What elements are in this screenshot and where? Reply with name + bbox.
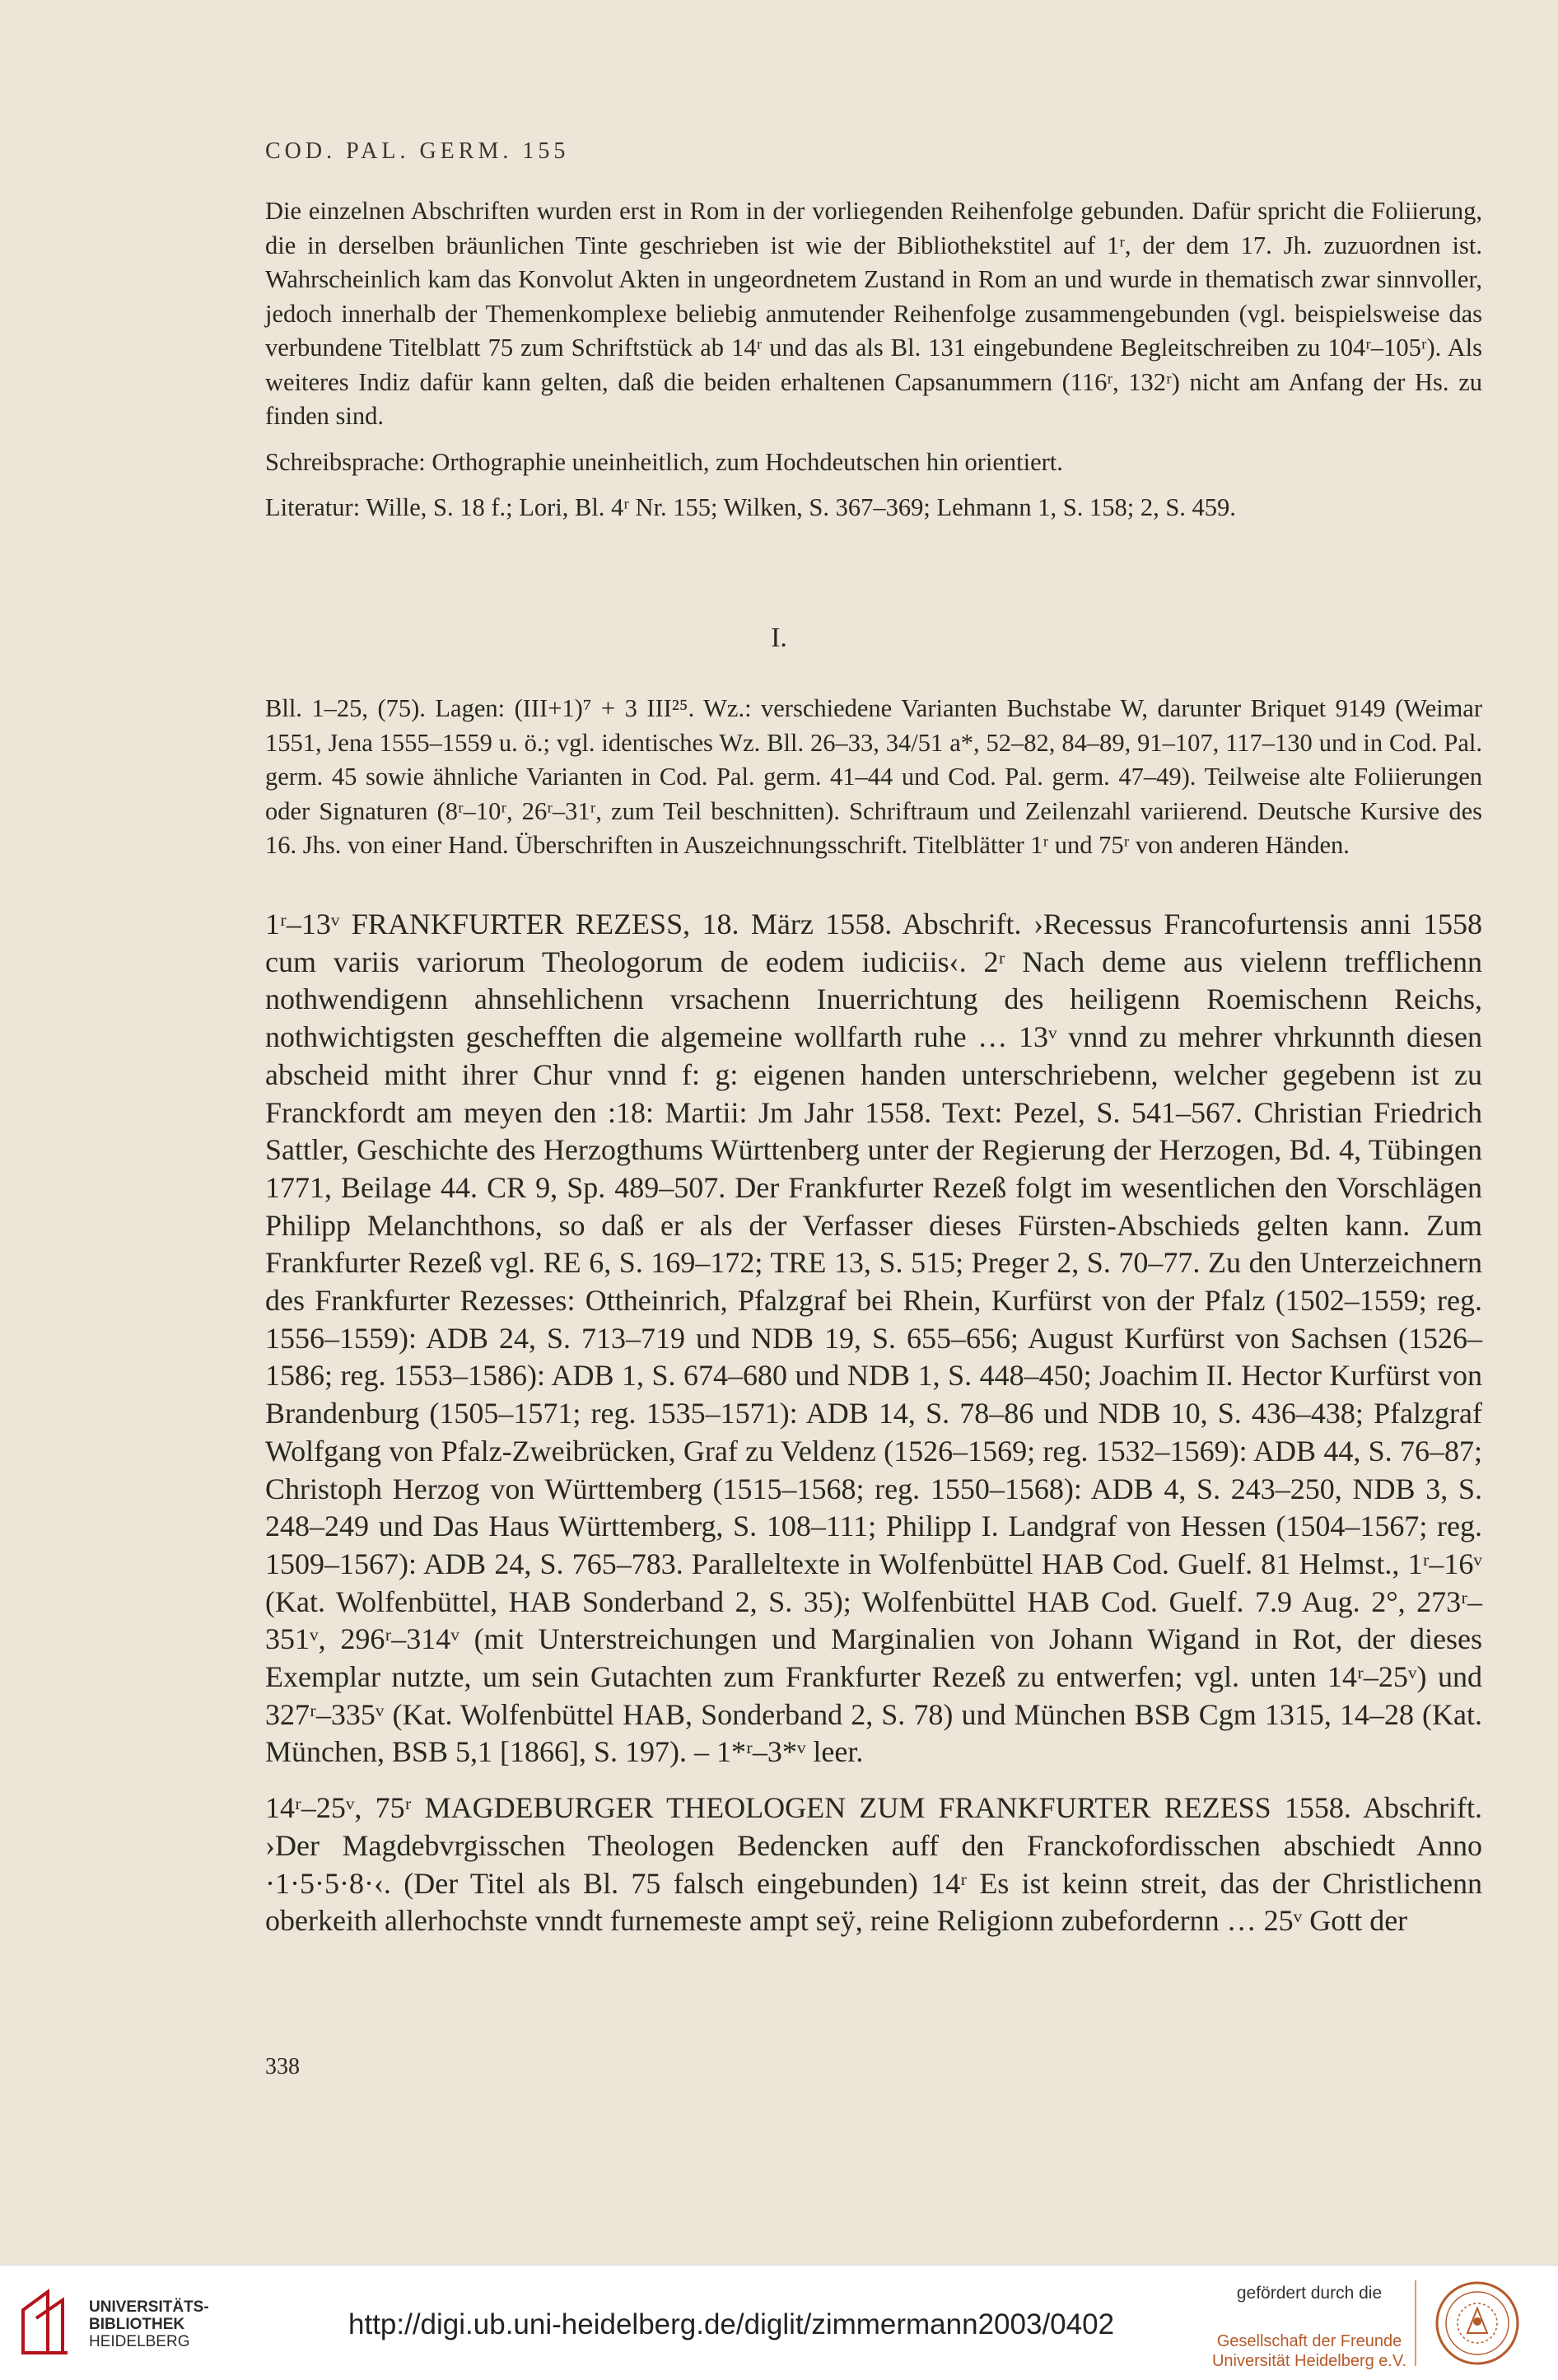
section-numeral: I.: [771, 623, 787, 653]
page-number: 338: [265, 2054, 300, 2079]
digitization-footer: [0, 2265, 1558, 2380]
footer-divider: [1415, 2280, 1416, 2366]
library-logo-icon: [16, 2285, 74, 2359]
sponsor-name-line-1: Gesellschaft der Freunde: [1216, 2332, 1402, 2350]
sponsor-block: [1202, 2284, 1416, 2371]
entries-block: [265, 906, 1482, 1940]
codicological-description: [265, 692, 1482, 863]
library-name-line-2: BIBLIOTHEK: [89, 2316, 185, 2333]
university-seal-icon: [1434, 2280, 1520, 2366]
sponsor-name-line-2: Universität Heidelberg e.V.: [1211, 2352, 1407, 2370]
sponsor-name: [1202, 2331, 1416, 2371]
running-header: COD. PAL. GERM. 155: [265, 138, 570, 164]
intro-block: [265, 194, 1482, 525]
language-paragraph: Schreibsprache: Orthographie uneinheitlich, zum Hochdeutschen hin orientiert.: [265, 447, 1063, 476]
library-name: [89, 2298, 209, 2350]
literature-paragraph: Literatur: Wille, S. 18 f.; Lori, Bl. 4ʳ Nr. 155; Wilken, S. 367–369; Lehmann 1, S. 158; 2, S. 459.: [265, 493, 1236, 521]
description-paragraph: Bll. 1–25, (75). Lagen: (III+1)⁷ + 3 III²⁵. Wz.: verschiedene Varianten Buchstabe W, darunter Briquet 9149 (Weimar 1551, Jena 1555–1559 u. ö.; vgl. identisches Wz. Bll. 26–33, 34/51 a*, 52–82, 84–89, 91–107, 117–130 und in Cod. Pal. germ. 45 sowie ähnliche Varianten in Cod. Pal. germ. 41–44 und Cod. Pal. germ. 47–49). Teilweise alte Foliierungen oder Signaturen (8ʳ–10ʳ, 26ʳ–31ʳ, zum Teil beschnitten). Schriftraum und Zeilenzahl variierend. Deutsche Kursive des 16. Jhs. von einer Hand. Überschriften in Auszeichnungsschrift. Titelblätter 1ʳ und 75ʳ von anderen Händen.: [265, 694, 1482, 859]
intro-paragraph: Die einzelnen Abschriften wurden erst in Rom in der vorliegenden Reihenfolge gebunden. Dafür spricht die Foliierung, die in derselben bräunlichen Tinte geschrieben ist wie der Bibliothekstitel auf 1ʳ, der dem 17. Jh. zuzuordnen ist. Wahrscheinlich kam das Konvolut Akten in ungeordnetem Zustand in Rom an und wurde in thematisch zwar sinnvoller, jedoch innerhalb der Themenkomplexe beliebig anmutender Reihenfolge zusammengebunden (vgl. beispielsweise das verbundene Titelblatt 75 zum Schriftstück ab 14ʳ und das als Bl. 131 eingebundene Begleitschreiben zu 104ʳ–105ʳ). Als weiteres Indiz dafür kann gelten, daß die beiden erhaltenen Capsanummern (116ʳ, 132ʳ) nicht am Anfang der Hs. zu finden sind.: [265, 197, 1482, 430]
entry-magdeburger-theologen: 14ʳ–25ᵛ, 75ʳ MAGDEBURGER THEOLOGEN ZUM FRANKFURTER REZESS 1558. Abschrift. ›Der Magdebvrgisschen Theologen Bedencken auff den Franckofordisschen abschiedt Anno ·1·5·5·8·‹. (Der Titel als Bl. 75 falsch eingebunden) 14ʳ Es ist keinn streit, das der Christlichenn oberkeith allerhochste vnndt furnemeste ampt seÿ, reine Religionn zubefordernn … 25ᵛ Gott der: [265, 1791, 1482, 1938]
sponsor-label: gefördert durch die: [1236, 2284, 1383, 2303]
entry-frankfurter-rezess: 1ʳ–13ᵛ FRANKFURTER REZESS, 18. März 1558. Abschrift. ›Recessus Francofurtensis anni 1558 cum variis variorum Theologorum de eodem iudiciis‹. 2ʳ Nach deme aus vielenn trefflichenn nothwendigenn ahnsehlichenn vrsachenn Inuerrichtung des heiligenn Roemischenn Reichs, nothwichtigsten geschefften die algemeine wollfarth ruhe … 13ᵛ vnnd zu mehrer vhrkunnth diesen abscheid mitht ihrer Chur vnnd f: g: eigenen handen unterschriebenn, welcher gegebenn ist zu Franckfordt am meyen den :18: Martii: Jm Jahr 1558. Text: Pezel, S. 541–567. Christian Friedrich Sattler, Geschichte des Herzogthums Württenberg unter der Regierung der Herzogen, Bd. 4, Tübingen 1771, Beilage 44. CR 9, Sp. 489–507. Der Frankfurter Rezeß folgt im wesentlichen den Vorschlägen Philipp Melanchthons, so daß er als der Verfasser dieses Fürsten-Abschieds gelten kann. Zum Frankfurter Rezeß vgl. RE 6, S. 169–172; TRE 13, S. 515; Preger 2, S. 70–77. Zu den Unterzeichnern des Frankfurter Rezesses: Ottheinrich, Pfalzgraf bei Rhein, Kurfürst von der Pfalz (1502–1559; reg. 1556–1559): ADB 24, S. 713–719 und NDB 19, S. 655–656; August Kurfürst von Sachsen (1526–1586; reg. 1553–1586): ADB 1, S. 674–680 und NDB 1, S. 448–450; Joachim II. Hector Kurfürst von Brandenburg (1505–1571; reg. 1535–1571): ADB 14, S. 78–86 und NDB 10, S. 436–438; Pfalzgraf Wolfgang von Pfalz-Zweibrücken, Graf zu Veldenz (1526–1569; reg. 1532–1569): ADB 44, S. 76–87; Christoph Herzog von Württemberg (1515–1568; reg. 1550–1568): ADB 4, S. 243–250, NDB 3, S. 248–249 und Das Haus Württemberg, S. 108–111; Philipp I. Landgraf von Hessen (1504–1567; reg. 1509–1567): ADB 24, S. 765–783. Paralleltexte in Wolfenbüttel HAB Cod. Guelf. 81 Helmst., 1ʳ–16ᵛ (Kat. Wolfenbüttel, HAB Sonderband 2, S. 35); Wolfenbüttel HAB Cod. Guelf. 7.9 Aug. 2°, 273ʳ–351ᵛ, 296ʳ–314ᵛ (mit Unterstreichungen und Marginalien von Johann Wigand in Rot, der dieses Exemplar nutzte, um sein Gutachten zum Frankfurter Rezeß zu entwerfen; vgl. unten 14ʳ–25ᵛ) und 327ʳ–335ᵛ (Kat. Wolfenbüttel HAB, Sonderband 2, S. 78) und München BSB Cgm 1315, 14–28 (Kat. München, BSB 5,1 [1866], S. 197). – 1*ʳ–3*ᵛ leer.: [265, 908, 1482, 1769]
library-name-line-3: HEIDELBERG: [89, 2333, 190, 2350]
library-name-line-1: UNIVERSITÄTS-: [89, 2298, 209, 2316]
permalink-url[interactable]: http://digi.ub.uni-heidelberg.de/diglit/zimmermann2003/0402: [348, 2308, 1115, 2340]
